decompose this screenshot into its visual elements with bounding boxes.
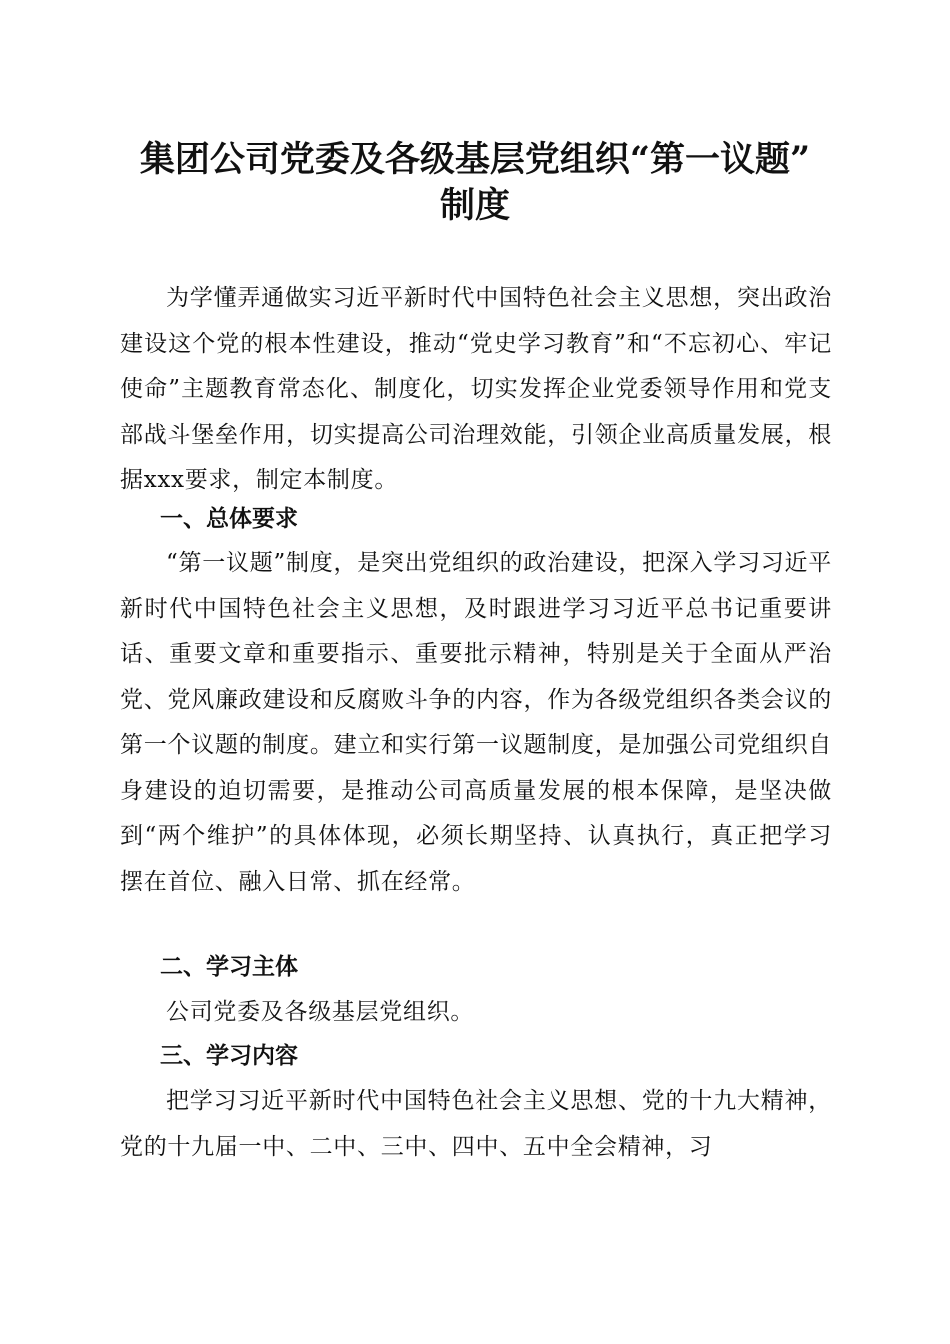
section-heading-study-content: 三、学习内容	[160, 1043, 298, 1069]
section-heading-study-subjects: 二、学习主体	[160, 954, 298, 980]
section-body-general-requirements: “第一议题”制度，是突出党组织的政治建设，把深入学习习近平新时代中国特色社会主义思想，及时跟进学习习近平总书记重要讲话、重要文章和重要指示、重要批示精神，特别是关于全面从严治党、党风廉政建设和反腐败斗争的内容，作为各级党组织各类会议的第一个议题的制度。建立和实行第一议题制度，是加强公司党组织自身建设的迫切需要，是推动公司高质量发展的根本保障，是坚决做到“两个维护”的具体体现，必须长期坚持、认真执行，真正把学习摆在首位、融入日常、抓在经常。	[120, 550, 832, 895]
section-heading-general-requirements: 一、总体要求	[160, 506, 298, 532]
document-title-line-2: 制度	[439, 185, 510, 226]
section-body-study-subjects: 公司党委及各级基层党组织。	[166, 999, 475, 1025]
intro-paragraph: 为学懂弄通做实习近平新时代中国特色社会主义思想，突出政治建设这个党的根本性建设，推动“党史学习教育”和“不忘初心、牢记使命”主题教育常态化、制度化，切实发挥企业党委领导作用和党支部战斗堡垒作用，切实提高公司治理效能，引领企业高质量发展，根据xxx要求，制定本制度。	[120, 285, 832, 493]
document-title-line-1: 集团公司党委及各级基层党组织“第一议题”	[139, 139, 811, 180]
section-body-study-content: 把学习习近平新时代中国特色社会主义思想、党的十九大精神，党的十九届一中、二中、三中、四中、五中全会精神，习	[120, 1088, 832, 1160]
